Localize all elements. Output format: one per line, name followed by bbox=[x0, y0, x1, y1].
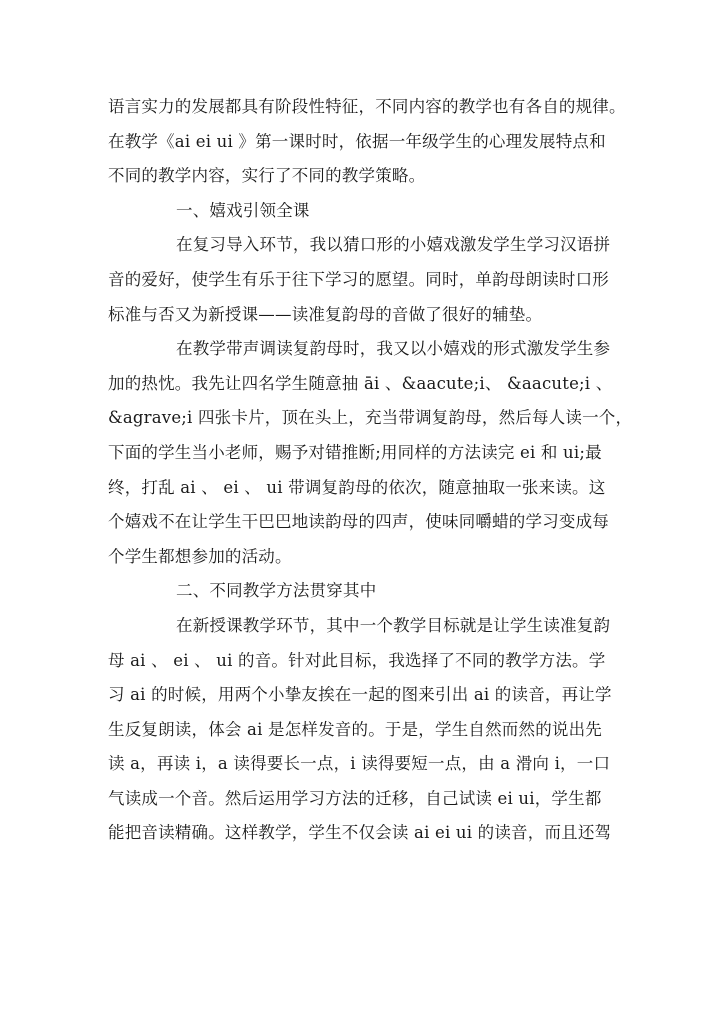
text-line: 标准与否又为新授课——读准复韵母的音做了很好的辅垫。 bbox=[108, 304, 543, 324]
text-line: 个学生都想参加的活动。 bbox=[108, 546, 292, 566]
text-line: 在新授课教学环节，其中一个教学目标就是让学生读准复韵 bbox=[176, 615, 611, 635]
text-line: 语言实力的发展都具有阶段性特征，不同内容的教学也有各自的规律。 bbox=[108, 97, 626, 116]
text-line: 在教学带声调读复韵母时，我又以小嬉戏的形式激发学生参 bbox=[176, 339, 611, 359]
text-line: 读 a，再读 i，a 读得要长一点，i 读得要短一点，由 a 滑向 i，一口 bbox=[108, 754, 611, 774]
section-heading: 一、嬉戏引领全课 bbox=[176, 200, 310, 220]
text-line: 不同的教学内容，实行了不同的教学策略。 bbox=[108, 166, 426, 186]
text-line: 在教学《ai ei ui 》第一课时时，依据一年级学生的心理发展特点和 bbox=[108, 131, 606, 151]
text-line: &agrave;i 四张卡片，顶在头上，充当带调复韵母，然后每人读一个， bbox=[108, 408, 633, 428]
text-line: 在复习导入环节，我以猜口形的小嬉戏激发学生学习汉语拼 bbox=[176, 235, 611, 255]
text-line: 终，打乱 ai 、 ei 、 ui 带调复韵母的依次，随意抽取一张来读。这 bbox=[108, 477, 606, 497]
text-line: 能把音读精确。这样教学，学生不仅会读 ai ei ui 的读音，而且还驾 bbox=[108, 823, 612, 843]
text-line: 母 ai 、 ei 、 ui 的音。针对此目标，我选择了不同的教学方法。学 bbox=[108, 650, 606, 670]
document-page bbox=[108, 90, 633, 851]
text-line: 下面的学生当小老师，赐予对错推断;用同样的方法读完 ei 和 ui;最 bbox=[108, 442, 602, 462]
text-line: 习 ai 的时候，用两个小挚友挨在一起的图来引出 ai 的读音，再让学 bbox=[108, 685, 612, 705]
text-line: 个嬉戏不在让学生干巴巴地读韵母的四声，使味同嚼蜡的学习变成每 bbox=[108, 512, 609, 532]
text-line: 生反复朗读，体会 ai 是怎样发音的。于是，学生自然而然的说出先 bbox=[108, 719, 603, 739]
text-line: 加的热忱。我先让四名学生随意抽 āi 、&aacute;i、 &aacute;i 、 bbox=[108, 373, 613, 393]
section-heading: 二、不同教学方法贯穿其中 bbox=[176, 581, 377, 601]
text-line: 气读成一个音。然后运用学习方法的迁移，自己试读 ei ui，学生都 bbox=[108, 788, 602, 808]
text-line: 音的爱好，使学生有乐于往下学习的愿望。同时，单韵母朗读时口形 bbox=[108, 269, 609, 289]
